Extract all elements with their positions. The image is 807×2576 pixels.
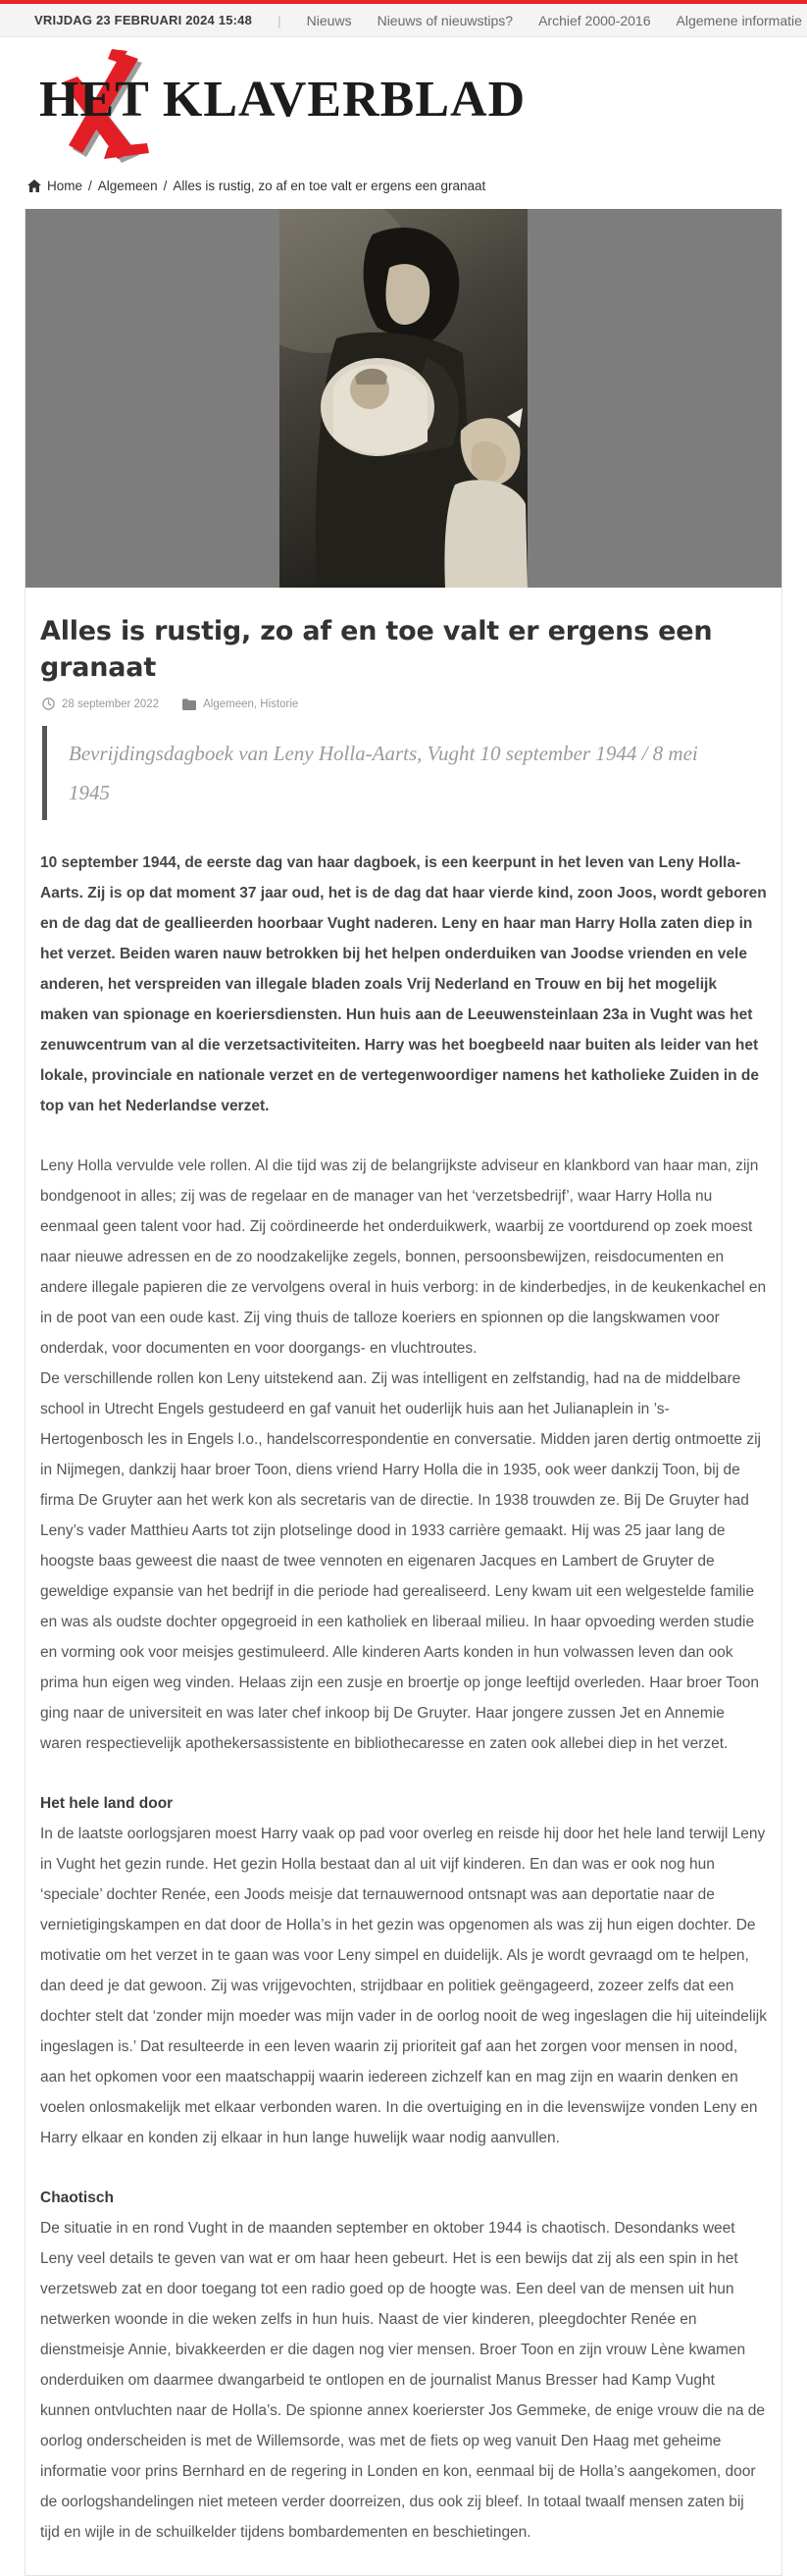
nav-item-archief[interactable]: Archief 2000-2016	[538, 12, 651, 28]
section-heading: Het hele land door	[40, 1795, 174, 1812]
lead-quote: Bevrijdingsdagboek van Leny Holla-Aarts, Vught 10 september 1944 / 8 mei 1945	[42, 726, 767, 820]
categories[interactable]: Algemeen, Historie	[203, 697, 299, 710]
breadcrumb-separator: /	[163, 179, 168, 193]
article-meta	[42, 697, 767, 710]
breadcrumb-separator: /	[88, 179, 92, 193]
article-photo	[279, 209, 528, 588]
section-het-hele-land-door	[40, 1788, 767, 2153]
publish-date: 28 september 2022	[62, 697, 160, 710]
body-paragraph: De verschillende rollen kon Leny uitstekend aan. Zij was intelligent en zelfstandig, had na de middelbare school in Utrecht Engels gestudeerd en gaf vanuit het ouderlijk huis aan het Julianaplein in ’s-Hertogenbosch les in Engels l.o., handelscorrespondentie en conversatie. Midden jaren dertig ontmoette zij in Nijmegen, dankzij haar broer Toon, diens vriend Harry Holla die in 1935, ook weer dankzij Toon, bij de firma De Gruyter aan het werk kon als secretaris van de directie. In 1938 trouwden ze. Bij De Gruyter had Leny’s vader Matthieu Aarts tot zijn plotselinge dood in 1933 carrière gemaakt. Hij was 25 jaar lang de hoogste baas geweest die naast de twee vennoten en eigenaren Jacques en Lambert de Gruyter de geweldige expansie van het bedrijf in die periode had gerealiseerd. Leny kwam uit een welgestelde familie en was als oudste dochter opgegroeid in een katholiek en liberaal milieu. In haar opvoeding werden studie en vorming ook voor meisjes gestimuleerd. Alle kinderen Aarts konden in hun volwassen leven dan ook prima hun eigen weg vinden. Helaas zijn een zusje en broertje op jonge leeftijd overleden. Haar broer Toon ging naar de universiteit en was later chef inkoop bij De Gruyter. Haar jongere zussen Jet en Annemie waren respectievelijk apothekersassistente en bibliothecaresse en zaten ook allebei diep in het verzet.	[40, 1370, 761, 1752]
publish-date-item	[42, 697, 159, 710]
body-paragraph: De situatie in en rond Vught in de maanden september en oktober 1944 is chaotisch. Desondanks weet Leny veel details te geven van wat er om haar heen gebeurt. Het is een bewijs dat zij als een spin in het verzetsweb zat en door toegang tot een radio goed op de hoogte was. Een deel van de mensen uit hun netwerken woonde in die weken zelfs in hun huis. Naast de vier kinderen, pleegdochter Renée en dienstmeisje Annie, bivakkeerden er die dagen nog vier mensen. Broer Toon en zijn vrouw Lène kwamen onderduiken om daarmee dwangarbeid te ontlopen en de journalist Manus Bresser had Kamp Vught kunnen ontvluchten naar de Holla’s. De spionne annex koerierster Jos Gemmeke, de enige vrouw die na de oorlog onderscheiden is met de Willemsorde, was met de fiets op weg vanuit Den Haag met geheime informatie voor prins Bernhard en de regering in Londen en kon, eenmaal bij de Holla’s aangekomen, door de oorlogshandelingen niet meteen verder doorreizen, dus ook zij bleef. In totaal twaalf mensen zaten bij tijd en wijle in de schuilkelder tijdens bombardementen en beschietingen.	[40, 2220, 765, 2541]
body-paragraph: In de laatste oorlogsjaren moest Harry vaak op pad voor overleg en reisde hij door het hele land terwijl Leny in Vught het gezin runde. Het gezin Holla bestaat dan al uit vijf kinderen. En dan was er ook nog hun ‘speciale’ dochter Renée, een Joods meisje dat ternauwernood ontsnapt was aan deportatie naar de vernietigingskampen en dat door de Holla’s in het gezin was opgenomen als was zij hun eigen dochter. De motivatie om het verzet in te gaan was voor Leny simpel en duidelijk. Als je wordt gevraagd om te helpen, dan deed je dat gewoon. Zij was vrijgevochten, strijdbaar en politiek geëngageerd, zozeer zelfs dat een dochter stelt dat ‘zonder mijn moeder was mijn vader in de oorlog nooit de weg ingeslagen die hij uiteindelijk ingeslagen is.’ Dat resulteerde in een leven waarin zij prioriteit gaf aan het zorgen voor mensen in nood, aan het opkomen voor een maatschappij waarin iedereen zichzelf kan en mag zijn en waarin denken en voelen onlosmakelijk met elkaar verbonden waren. In die overtuiging en in die levenswijze vonden Leny en Harry elkaar en konden zij elkaar in hun lange huwelijk waar nodig aanvullen.	[40, 1826, 767, 2146]
article-hero	[25, 209, 782, 588]
breadcrumb	[0, 177, 807, 209]
nav-item-nieuwstips[interactable]: Nieuws of nieuwstips?	[377, 12, 514, 28]
content-container	[25, 209, 782, 2576]
site-header	[0, 37, 807, 177]
clock-icon	[42, 697, 55, 710]
categories-item	[182, 698, 298, 710]
body-paragraph-block	[40, 1151, 767, 1759]
article	[25, 588, 782, 2575]
breadcrumb-current: Alles is rustig, zo af en toe valt er ergens een granaat	[173, 179, 486, 193]
intro-paragraph: 10 september 1944, de eerste dag van haar dagboek, is een keerpunt in het leven van Leny Holla-Aarts. Zij is op dat moment 37 jaar oud, het is de dag dat haar vierde kind, zoon Joos, wordt geboren en de dag dat de geallieerden hoorbaar Vught naderen. Leny en haar man Harry Holla zaten diep in het verzet. Beiden waren nauw betrokken bij het helpen onderduiken van Joodse vrienden en vele anderen, het verspreiden van illegale bladen zoals Vrij Nederland en Trouw en bij het mogelijk maken van spionage en koeriersdiensten. Hun huis aan de Leeuwensteinlaan 23a in Vught was het zenuwcentrum van al die verzetsactiviteiten. Harry was het boegbeeld naar buiten als leider van het lokale, provinciale en nationale verzet en de vertegenwoordiger namens het katholieke Zuiden in de top van het Nederlandse verzet.	[40, 854, 767, 1114]
body-paragraph: Leny Holla vervulde vele rollen. Al die tijd was zij de belangrijkste adviseur en klankbord van haar man, zijn bondgenoot in alles; zij was de regelaar en de manager van het ‘verzetsbedrijf’, waar Harry Holla nu eenmaal geen talent voor had. Zij coördineerde het onderduikwerk, waarbij ze voortdurend op zoek moest naar nieuwe adressen en de zo noodzakelijke zegels, bonnen, persoonsbewijzen, reisdocumenten en andere illegale papieren die ze vervolgens overal in huis verborg: in de kinderbedjes, in de keukenkachel en in de poot van een oude kast. Zij ving thuis de talloze koeriers en spionnen op die langskwamen voor onderdak, voor documenten en voor doorgangs- en vluchtroutes.	[40, 1158, 767, 1357]
section-heading: Chaotisch	[40, 2190, 114, 2206]
page-title: Alles is rustig, zo af en toe valt er ergens een granaat	[40, 616, 713, 683]
section-chaotisch	[40, 2183, 767, 2548]
breadcrumb-category[interactable]: Algemeen	[97, 179, 158, 193]
topbar-divider: |	[277, 12, 281, 28]
breadcrumb-home[interactable]: Home	[47, 179, 83, 193]
top-bar	[0, 0, 807, 37]
current-datetime: VRIJDAG 23 FEBRUARI 2024 15:48	[34, 13, 253, 27]
folder-icon	[182, 698, 196, 710]
nav-item-algemene-informatie[interactable]: Algemene informatie	[676, 12, 802, 28]
nav-item-nieuws[interactable]: Nieuws	[306, 12, 352, 28]
home-icon	[27, 180, 41, 192]
site-logo[interactable]: HET KLAVERBLAD	[39, 72, 527, 128]
